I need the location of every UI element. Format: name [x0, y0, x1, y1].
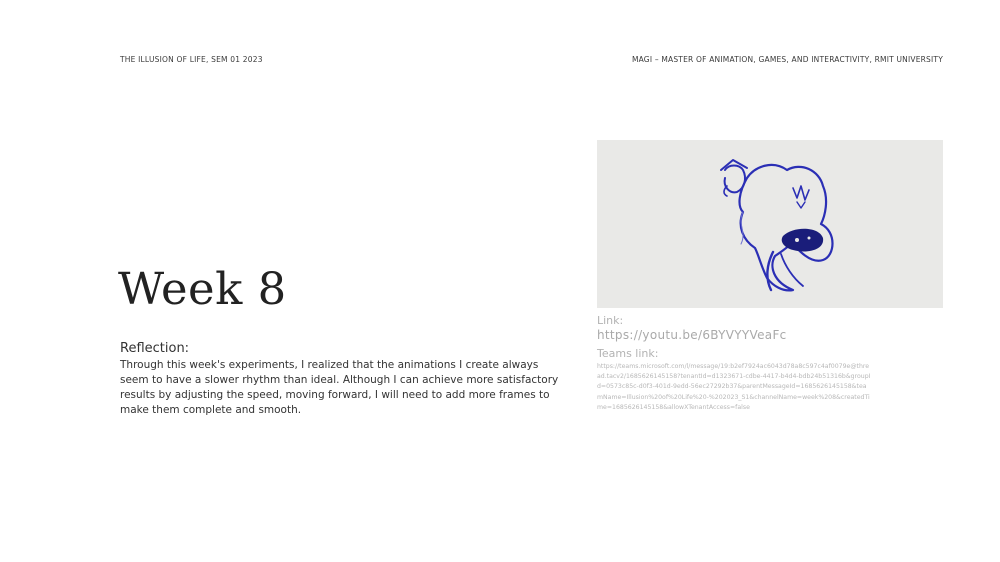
- reflection-heading: Reflection:: [120, 341, 190, 356]
- teams-link[interactable]: https://teams.microsoft.com/l/message/19:b2ef7924ac6043d78a8c597c4af0079e@thread.tacv2/1685626145158?tenantId=d1323671-cdbe-4417-b4d4-bdb24b51316b&groupId=0573c85c-d0f3-401d-9edd-56ec27292b37&parentMessageId=1685626145158&teamName=Illusion%20of%20Life%20-%202023_S1&channelName=week%208&createdTime=1685626145158&allowXTenantAccess=false: [597, 363, 871, 411]
- link-label: Link:: [597, 314, 624, 327]
- header-course-title: THE ILLUSION OF LIFE, SEM 01 2023: [120, 55, 263, 64]
- ink-sketch-icon: [597, 140, 943, 308]
- reflection-body: Through this week's experiments, I realized that the animations I create always seem to have a slower rhythm than ideal. Although I can achieve more satisfactory results by adjusting the speed, moving forward, I will need to add more frames to make them complete and smooth.: [120, 359, 559, 416]
- page-title: Week 8: [118, 264, 287, 315]
- header-program-title: MAGI – MASTER OF ANIMATION, GAMES, AND INTERACTIVITY, RMIT UNIVERSITY: [631, 55, 943, 64]
- teams-link-label: Teams link:: [597, 347, 659, 360]
- youtube-link[interactable]: https://youtu.be/6BYVYYVeaFc: [597, 328, 787, 342]
- animation-preview-image[interactable]: [597, 140, 943, 308]
